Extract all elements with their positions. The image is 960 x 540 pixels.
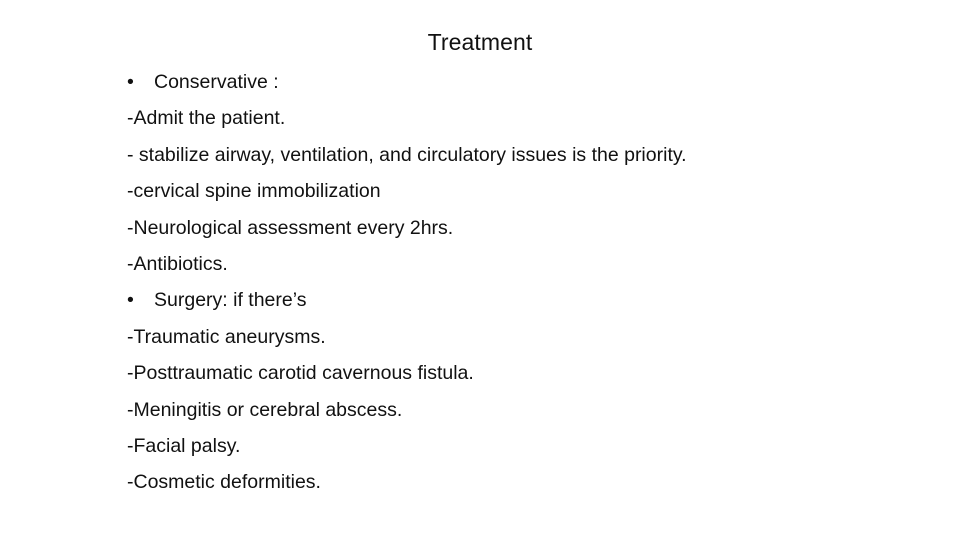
text-line: -Neurological assessment every 2hrs. xyxy=(127,216,454,239)
slide-body xyxy=(127,64,927,501)
bullet-item-conservative xyxy=(127,64,927,100)
slide-title: Treatment xyxy=(427,29,533,55)
text-line: - stabilize airway, ventilation, and circulatory issues is the priority. xyxy=(127,143,687,166)
text-line: -Cosmetic deformities. xyxy=(127,471,321,494)
bullet-icon: • xyxy=(127,289,134,312)
bullet-text: Conservative : xyxy=(154,71,279,93)
bullet-item-surgery xyxy=(127,282,927,318)
text-line: -Antibiotics. xyxy=(127,253,228,276)
bullet-icon: • xyxy=(127,71,134,93)
text-line: -cervical spine immobilization xyxy=(127,180,381,203)
bullet-text: Surgery: if there’s xyxy=(154,289,307,312)
text-line: -Meningitis or cerebral abscess. xyxy=(127,398,403,421)
text-line: -Traumatic aneurysms. xyxy=(127,325,326,348)
text-line: -Posttraumatic carotid cavernous fistula. xyxy=(127,362,474,385)
text-line: -Facial palsy. xyxy=(127,435,241,458)
text-line: -Admit the patient. xyxy=(127,107,286,130)
